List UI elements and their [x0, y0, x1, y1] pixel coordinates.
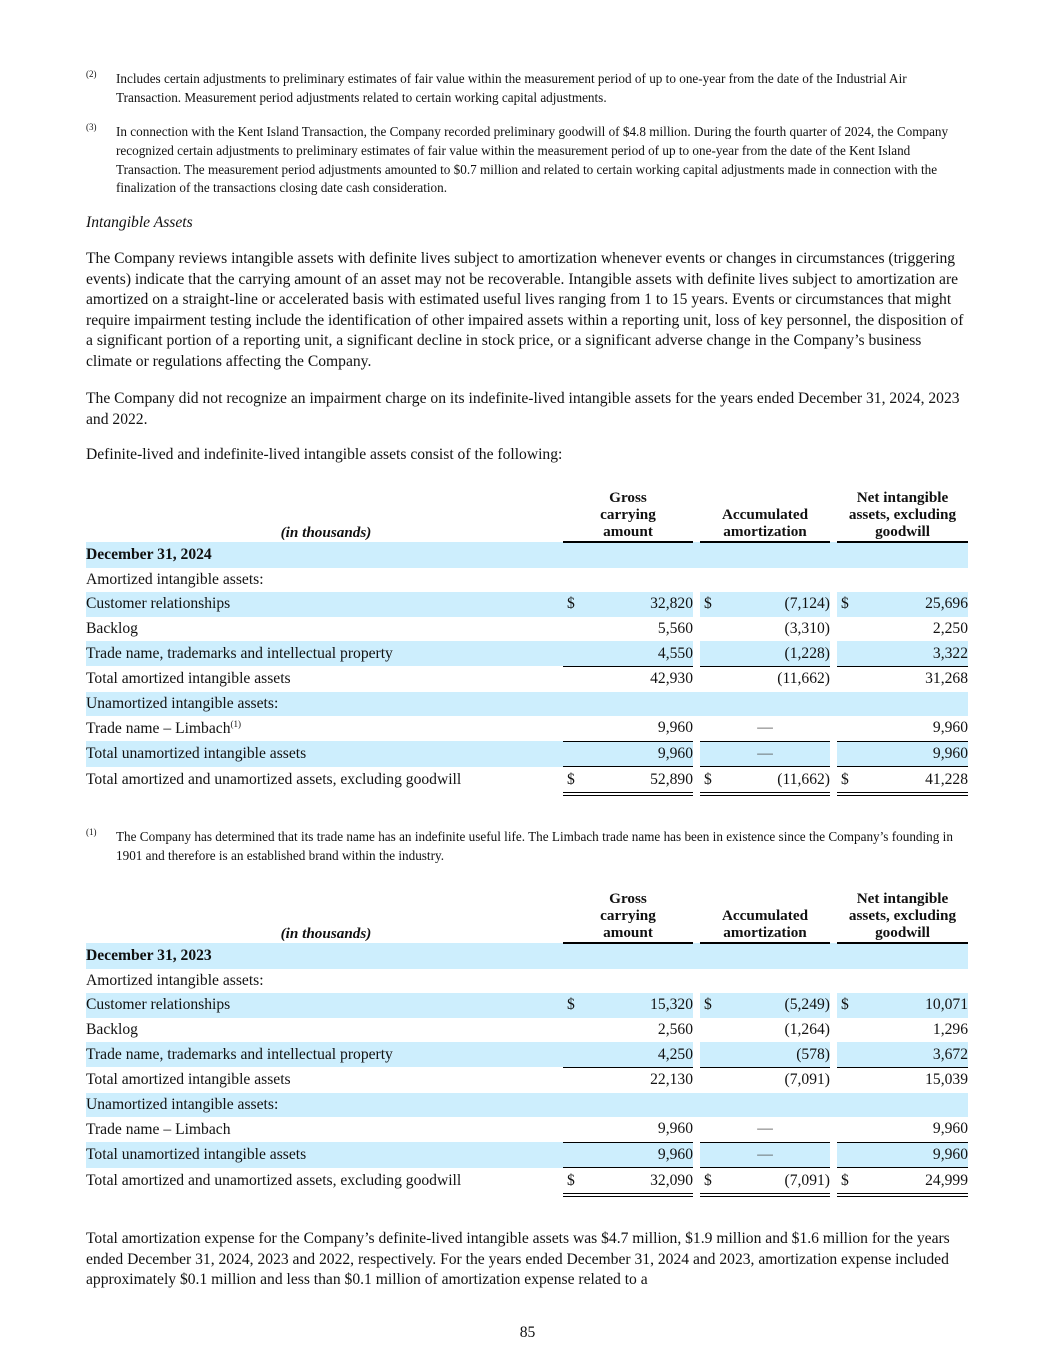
accum-cell: $ (7,124) [700, 592, 830, 617]
accum-cell: (11,662) [700, 666, 830, 691]
row-label: Total amortized intangible assets [86, 670, 291, 688]
section-row [86, 1093, 968, 1118]
table-row [86, 716, 968, 741]
table-row [86, 1018, 968, 1043]
period-label: December 31, 2024 [86, 542, 968, 568]
section-heading: Intangible Assets [86, 214, 193, 231]
row-label: Total amortized intangible assets [86, 1071, 291, 1089]
gross-cell: 5,560 [657, 620, 693, 638]
net-cell: $ 41,228 [837, 767, 968, 794]
accum-cell: (3,310) [784, 620, 830, 638]
footnote-text: Includes certain adjustments to preliminary estimates of fair value within the measurement period of up to one-year from the date of the Industrial Air Transaction. Measurement period adjustments related to certain working capital adjustments. [116, 71, 907, 105]
accum-cell: — [700, 1142, 830, 1168]
accum-cell: (1,228) [700, 641, 830, 666]
gross-cell: 22,130 [563, 1067, 693, 1092]
paragraph-table-intro: Definite-lived and indefinite-lived intangible assets consist of the following: [86, 446, 563, 463]
gross-cell: 2,560 [657, 1021, 693, 1039]
col-accumulated-amortization: Accumulated amortization [700, 889, 830, 943]
accum-cell: (578) [700, 1042, 830, 1067]
section-row [86, 969, 968, 994]
table-row [86, 641, 968, 666]
net-cell: 1,296 [932, 1021, 968, 1039]
row-label: Total unamortized intangible assets [86, 741, 563, 767]
footnote-text: The Company has determined that its trade name has an indefinite useful life. The Limbach trade name has been in existence since the Company’s founding in 1901 and therefore is an established brand within the industry. [116, 829, 953, 863]
net-cell: 31,268 [837, 666, 968, 691]
footnote-mark: (3) [86, 122, 97, 132]
net-cell: $ 10,071 [837, 993, 968, 1018]
row-label: Trade name, trademarks and intellectual property [86, 641, 563, 666]
grand-total-row [86, 767, 968, 794]
col-accumulated-amortization: Accumulated amortization [700, 488, 830, 542]
intangible-assets-table-2024 [86, 488, 968, 796]
accum-cell: — [700, 741, 830, 767]
net-cell: 3,672 [837, 1042, 968, 1067]
net-cell: 9,960 [837, 741, 968, 767]
total-row [86, 666, 968, 691]
gross-cell: 4,550 [563, 641, 693, 666]
gross-cell: 9,960 [657, 1120, 693, 1138]
row-label: Customer relationships [86, 592, 563, 617]
accum-cell: $ (11,662) [700, 767, 830, 794]
footnote-mark: (2) [86, 69, 97, 79]
paragraph-impairment: The Company did not recognize an impairment charge on its indefinite-lived intangible assets for the years ended December 31, 2024, 2023 and 2022. [86, 390, 960, 428]
section-label: Unamortized intangible assets: [86, 692, 968, 717]
units-label: (in thousands) [280, 925, 372, 942]
net-cell: $ 24,999 [837, 1168, 968, 1195]
section-label: Amortized intangible assets: [86, 971, 264, 989]
paragraph-intangible-review: The Company reviews intangible assets with definite lives subject to amortization whenever events or changes in circumstances (triggering events) indicate that the carrying amount of an asset may not be recoverable. Intangible assets with definite lives subject to amortization are amortized on a straight-line or accelerated basis with estimated useful lives ranging from 1 to 15 years. Events or circumstances that might require impairment testing include the identification of other impaired assets within a reporting unit, loss of key personnel, the disposition of a significant portion of a reporting unit, a significant decline in stock price, or a significant adverse change in the Company’s business climate or regulations affecting the Company. [86, 250, 964, 370]
paragraph-amortization-expense: Total amortization expense for the Company’s definite-lived intangible assets was $4.7 million, $1.9 million and $1.6 million for the years ended December 31, 2024, 2023 and 2022, respectively. For the years ended December 31, 2024 and 2023, amortization expense included approximately $0.1 million and less than $0.1 million of amortization expense related to a [86, 1230, 950, 1289]
page-number: 85 [519, 1324, 536, 1341]
section-row [86, 568, 968, 593]
accum-cell: $ (7,091) [700, 1168, 830, 1195]
section-row [86, 692, 968, 717]
footnote-1 [86, 828, 968, 866]
footnote-mark: (1) [86, 827, 97, 837]
footnote-3 [86, 123, 968, 198]
table-row [86, 993, 968, 1018]
col-net-intangible-assets: Net intangible assets, excluding goodwill [837, 488, 968, 542]
gross-cell: $ 52,890 [563, 767, 693, 794]
period-label: December 31, 2023 [86, 943, 968, 969]
net-cell: $ 25,696 [837, 592, 968, 617]
period-row [86, 943, 968, 969]
row-label: Backlog [86, 620, 138, 638]
row-label: Trade name, trademarks and intellectual property [86, 1042, 563, 1067]
section-label: Unamortized intangible assets: [86, 1093, 968, 1118]
accum-cell: (7,091) [700, 1067, 830, 1092]
intangible-assets-table-2023 [86, 889, 968, 1197]
accum-cell: — [757, 719, 773, 737]
gross-cell: 4,250 [563, 1042, 693, 1067]
net-cell: 9,960 [932, 719, 968, 737]
gross-cell: 9,960 [563, 1142, 693, 1168]
accum-cell: $ (5,249) [700, 993, 830, 1018]
net-cell: 3,322 [837, 641, 968, 666]
accum-cell: — [757, 1120, 773, 1138]
footnote-text: In connection with the Kent Island Transaction, the Company recorded preliminary goodwill of $4.8 million. During the fourth quarter of 2024, the Company recognized certain adjustments to preliminary estimates of fair value within the measurement period of up to one-year from the date of the Kent Island Transaction. The measurement period adjustments amounted to $0.7 million and related to certain working capital adjustments made in connection with the finalization of the transactions closing date cash consideration. [116, 124, 949, 196]
net-cell: 2,250 [932, 620, 968, 638]
footnote-2 [86, 70, 968, 108]
gross-cell: $ 32,820 [563, 592, 693, 617]
accum-cell: (1,264) [784, 1021, 830, 1039]
total-row [86, 741, 968, 767]
col-net-intangible-assets: Net intangible assets, excluding goodwill [837, 889, 968, 943]
row-label: Total amortized and unamortized assets, excluding goodwill [86, 1172, 462, 1190]
row-label: Customer relationships [86, 993, 563, 1018]
table-row [86, 1042, 968, 1067]
net-cell: 9,960 [837, 1142, 968, 1168]
row-label: Total unamortized intangible assets [86, 1142, 563, 1168]
net-cell: 9,960 [932, 1120, 968, 1138]
col-gross-carrying-amount: Gross carrying amount [563, 889, 693, 943]
footnote-ref: (1) [230, 718, 241, 729]
table-header-row [86, 488, 968, 542]
row-label: Trade name – Limbach [86, 1120, 231, 1138]
table-row [86, 592, 968, 617]
gross-cell: $ 15,320 [563, 993, 693, 1018]
net-cell: 15,039 [837, 1067, 968, 1092]
row-label: Total amortized and unamortized assets, excluding goodwill [86, 771, 462, 789]
gross-cell: $ 32,090 [563, 1168, 693, 1195]
grand-total-row [86, 1168, 968, 1195]
gross-cell: 9,960 [563, 741, 693, 767]
total-row [86, 1067, 968, 1092]
total-row [86, 1142, 968, 1168]
section-label: Amortized intangible assets: [86, 570, 264, 588]
table-row [86, 1117, 968, 1142]
period-row [86, 542, 968, 568]
table-header-row [86, 889, 968, 943]
gross-cell: 42,930 [563, 666, 693, 691]
table-row [86, 617, 968, 642]
units-label: (in thousands) [280, 524, 372, 541]
row-label: Trade name – Limbach$^{(1)}$ [86, 718, 241, 737]
gross-cell: 9,960 [657, 719, 693, 737]
col-gross-carrying-amount: Gross carrying amount [563, 488, 693, 542]
row-label: Backlog [86, 1021, 138, 1039]
